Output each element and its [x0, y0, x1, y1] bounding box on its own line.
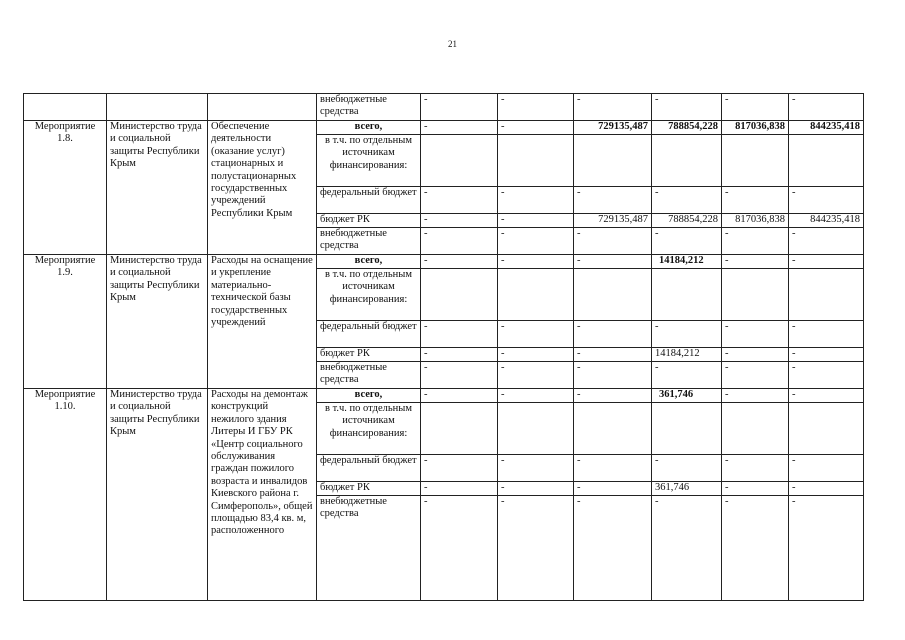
value-cell [421, 269, 498, 321]
measure-label: Мероприятие 1.8. [24, 121, 107, 255]
value-cell: - [652, 228, 722, 255]
value-cell: - [421, 228, 498, 255]
value-cell: 361,746 [652, 389, 722, 403]
value-cell: 817036,838 [722, 121, 789, 135]
source-cell: внебюджетные средства [317, 496, 421, 601]
value-cell: - [789, 321, 864, 348]
table-row [24, 255, 864, 269]
value-cell [652, 135, 722, 187]
value-cell: - [574, 389, 652, 403]
value-cell: - [789, 255, 864, 269]
budget-table [23, 93, 864, 601]
value-cell: - [498, 362, 574, 389]
value-cell: 788854,228 [652, 121, 722, 135]
value-cell: - [498, 121, 574, 135]
source-cell: в т.ч. по отдельным источникам финансирования: [317, 135, 421, 187]
value-cell: - [574, 482, 652, 496]
description-cell: Обеспечение деятельности (оказание услуг) стационарных и полустационарных государственных учреждений Республики Крым [208, 121, 317, 255]
empty-cell [24, 94, 107, 121]
value-cell: - [789, 348, 864, 362]
value-cell: - [574, 348, 652, 362]
value-cell: - [789, 455, 864, 482]
table-row [24, 121, 864, 135]
value-cell: - [421, 214, 498, 228]
value-cell: - [652, 321, 722, 348]
value-cell [574, 135, 652, 187]
continuation-row [24, 94, 864, 121]
executor-cell: Министерство труда и социальной защиты Республики Крым [107, 389, 208, 601]
executor-cell: Министерство труда и социальной защиты Республики Крым [107, 255, 208, 389]
source-cell: в т.ч. по отдельным источникам финансирования: [317, 269, 421, 321]
source-cell: всего, [317, 255, 421, 269]
executor-cell: Министерство труда и социальной защиты Республики Крым [107, 121, 208, 255]
value-cell: 729135,487 [574, 214, 652, 228]
value-cell: - [498, 455, 574, 482]
source-cell: федеральный бюджет [317, 455, 421, 482]
measure-label: Мероприятие 1.10. [24, 389, 107, 601]
value-cell [421, 403, 498, 455]
value-cell: - [722, 362, 789, 389]
value-cell: - [498, 389, 574, 403]
value-cell: - [722, 455, 789, 482]
value-cell: - [421, 187, 498, 214]
value-cell: - [574, 496, 652, 601]
source-cell: федеральный бюджет [317, 187, 421, 214]
value-cell: - [421, 482, 498, 496]
value-cell: 844235,418 [789, 214, 864, 228]
value-cell [722, 269, 789, 321]
value-cell: - [652, 362, 722, 389]
value-cell [574, 403, 652, 455]
measure-label: Мероприятие 1.9. [24, 255, 107, 389]
value-cell: - [789, 94, 864, 121]
value-cell: - [722, 94, 789, 121]
value-cell [498, 403, 574, 455]
value-cell: - [421, 255, 498, 269]
value-cell: - [789, 187, 864, 214]
source-cell: федеральный бюджет [317, 321, 421, 348]
value-cell [652, 269, 722, 321]
value-cell: - [652, 455, 722, 482]
value-cell: - [722, 228, 789, 255]
description-cell: Расходы на демонтаж конструкций нежилого здания Литеры И ГБУ РК «Центр социального обслуживания граждан пожилого возраста и инвалидов Киевского района г. Симферополь», общей площадью 83,4 кв. м, расположенного [208, 389, 317, 601]
value-cell [789, 269, 864, 321]
value-cell [421, 135, 498, 187]
value-cell: 14184,212 [652, 255, 722, 269]
value-cell: - [421, 121, 498, 135]
value-cell: - [574, 94, 652, 121]
value-cell: - [498, 496, 574, 601]
source-cell: бюджет РК [317, 348, 421, 362]
value-cell: - [498, 482, 574, 496]
value-cell: - [498, 348, 574, 362]
value-cell: 844235,418 [789, 121, 864, 135]
table-row [24, 389, 864, 403]
source-cell: всего, [317, 121, 421, 135]
value-cell: - [574, 455, 652, 482]
value-cell: - [498, 187, 574, 214]
value-cell: - [789, 228, 864, 255]
value-cell: - [652, 94, 722, 121]
value-cell: 14184,212 [652, 348, 722, 362]
empty-cell [208, 94, 317, 121]
value-cell [789, 403, 864, 455]
source-cell: всего, [317, 389, 421, 403]
value-cell: - [574, 187, 652, 214]
source-cell: бюджет РК [317, 214, 421, 228]
value-cell: 361,746 [652, 482, 722, 496]
value-cell: - [722, 389, 789, 403]
value-cell: - [722, 187, 789, 214]
value-cell [789, 135, 864, 187]
value-cell: 817036,838 [722, 214, 789, 228]
value-cell: - [498, 321, 574, 348]
value-cell: - [722, 348, 789, 362]
value-cell: - [421, 348, 498, 362]
value-cell: - [421, 389, 498, 403]
value-cell [498, 269, 574, 321]
value-cell: - [498, 228, 574, 255]
value-cell: - [722, 482, 789, 496]
value-cell: - [789, 362, 864, 389]
value-cell: - [722, 496, 789, 601]
value-cell: 788854,228 [652, 214, 722, 228]
description-cell: Расходы на оснащение и укрепление материально-технической базы государственных учреждений [208, 255, 317, 389]
value-cell: - [421, 496, 498, 601]
source-cell: внебюджетные средства [317, 228, 421, 255]
value-cell: - [498, 255, 574, 269]
value-cell: - [789, 389, 864, 403]
value-cell: - [498, 214, 574, 228]
value-cell: - [421, 94, 498, 121]
value-cell: - [421, 362, 498, 389]
value-cell [574, 269, 652, 321]
source-cell: бюджет РК [317, 482, 421, 496]
source-cell: внебюджетные средства [317, 94, 421, 121]
value-cell: - [722, 255, 789, 269]
value-cell [498, 135, 574, 187]
value-cell [722, 403, 789, 455]
value-cell: - [574, 321, 652, 348]
empty-cell [107, 94, 208, 121]
value-cell [652, 403, 722, 455]
value-cell: - [789, 482, 864, 496]
page-number: 21 [448, 39, 457, 49]
value-cell: - [789, 496, 864, 601]
value-cell: - [574, 362, 652, 389]
value-cell: - [574, 255, 652, 269]
source-cell: внебюджетные средства [317, 362, 421, 389]
value-cell: 729135,487 [574, 121, 652, 135]
value-cell: - [722, 321, 789, 348]
source-cell: в т.ч. по отдельным источникам финансирования: [317, 403, 421, 455]
value-cell: - [498, 94, 574, 121]
value-cell: - [652, 187, 722, 214]
value-cell: - [652, 496, 722, 601]
value-cell: - [421, 455, 498, 482]
value-cell: - [574, 228, 652, 255]
value-cell: - [421, 321, 498, 348]
value-cell [722, 135, 789, 187]
